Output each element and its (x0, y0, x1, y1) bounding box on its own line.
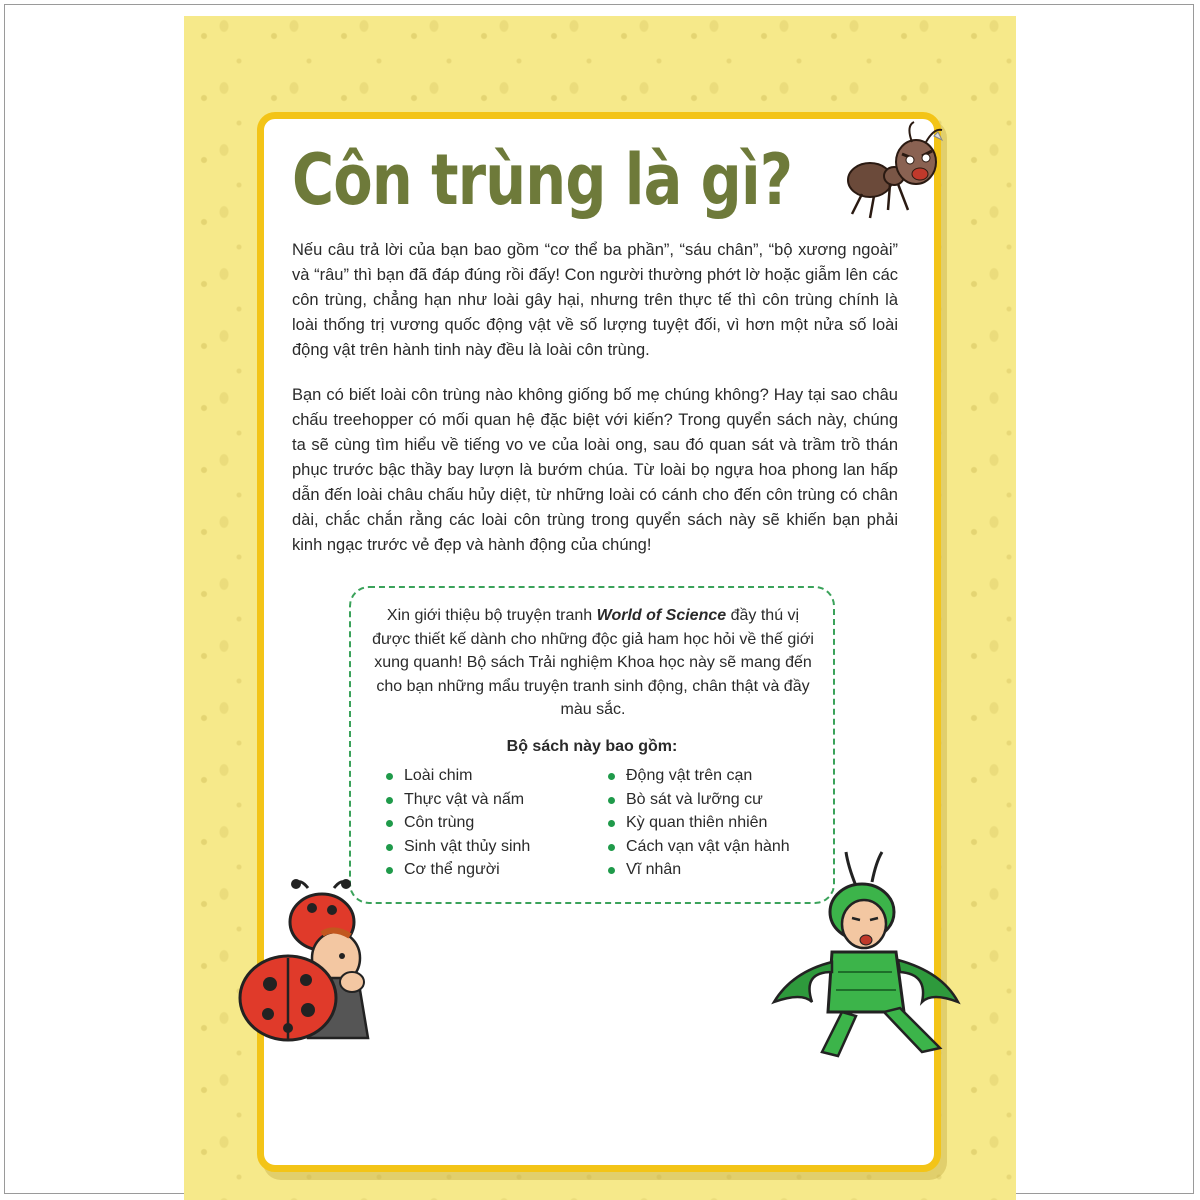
intro-paragraph-2: Bạn có biết loài côn trùng nào không giống bố mẹ chúng không? Hay tại sao châu chấu treehopper có mối quan hệ đặc biệt với kiến? Trong quyển sách này, chúng ta sẽ cùng tìm hiểu về tiếng vo ve của loài ong, sau đó quan sát và trầm trồ thán phục trước bậc thầy bay lượn là bướm chúa. Từ loài bọ ngựa hoa phong lan hấp dẫn đến loài châu chấu hủy diệt, từ những loài có cánh cho đến côn trùng có chân dài, chắc chắn rằng các loài côn trùng trong quyển sách này sẽ khiến bạn phải kinh ngạc trước vẻ đẹp và hành động của chúng! (292, 386, 898, 554)
angry-ant-icon (842, 118, 952, 228)
list-item: Kỳ quan thiên nhiên (608, 811, 790, 835)
series-list-right (608, 764, 790, 882)
list-item: Sinh vật thủy sinh (386, 835, 530, 859)
series-intro-text (368, 604, 818, 722)
series-name: World of Science (596, 607, 727, 624)
list-item: Côn trùng (386, 811, 530, 835)
list-item: Động vật trên cạn (608, 764, 790, 788)
page-title: Côn trùng là gì? (292, 139, 793, 221)
list-item: Cơ thể người (386, 858, 530, 882)
series-heading: Bộ sách này bao gồm: (506, 738, 678, 755)
series-intro-after: đầy thú vị được thiết kế dành cho những độc giả ham học hỏi về thế giới xung quanh! Bộ sách Trải nghiệm Khoa học này sẽ mang đến cho bạn những mẩu truyện tranh sinh động, chân thật và đầy màu sắc. (372, 607, 814, 718)
list-item: Vĩ nhân (608, 858, 790, 882)
list-item: Bò sát và lưỡng cư (608, 788, 790, 812)
series-intro-before: Xin giới thiệu bộ truyện tranh (386, 607, 597, 624)
series-list-left (386, 764, 530, 882)
intro-paragraph-1: Nếu câu trả lời của bạn bao gồm “cơ thể ba phần”, “sáu chân”, “bộ xương ngoài” và “râu” thì bạn đã đáp đúng rồi đấy! Con người thường phớt lờ hoặc giẫm lên các côn trùng, chẳng hạn như loài gây hại, nhưng trên thực tế thì côn trùng chính là loài thống trị vương quốc động vật về số lượng tuyệt đối, vì hơn một nửa số loài động vật trên hành tinh này đều là loài côn trùng. (292, 241, 898, 359)
ladybug-character-icon (238, 878, 398, 1048)
list-item: Cách vạn vật vận hành (608, 835, 790, 859)
grasshopper-character-icon (772, 852, 962, 1072)
list-item: Thực vật và nấm (386, 788, 530, 812)
list-item: Loài chim (386, 764, 530, 788)
